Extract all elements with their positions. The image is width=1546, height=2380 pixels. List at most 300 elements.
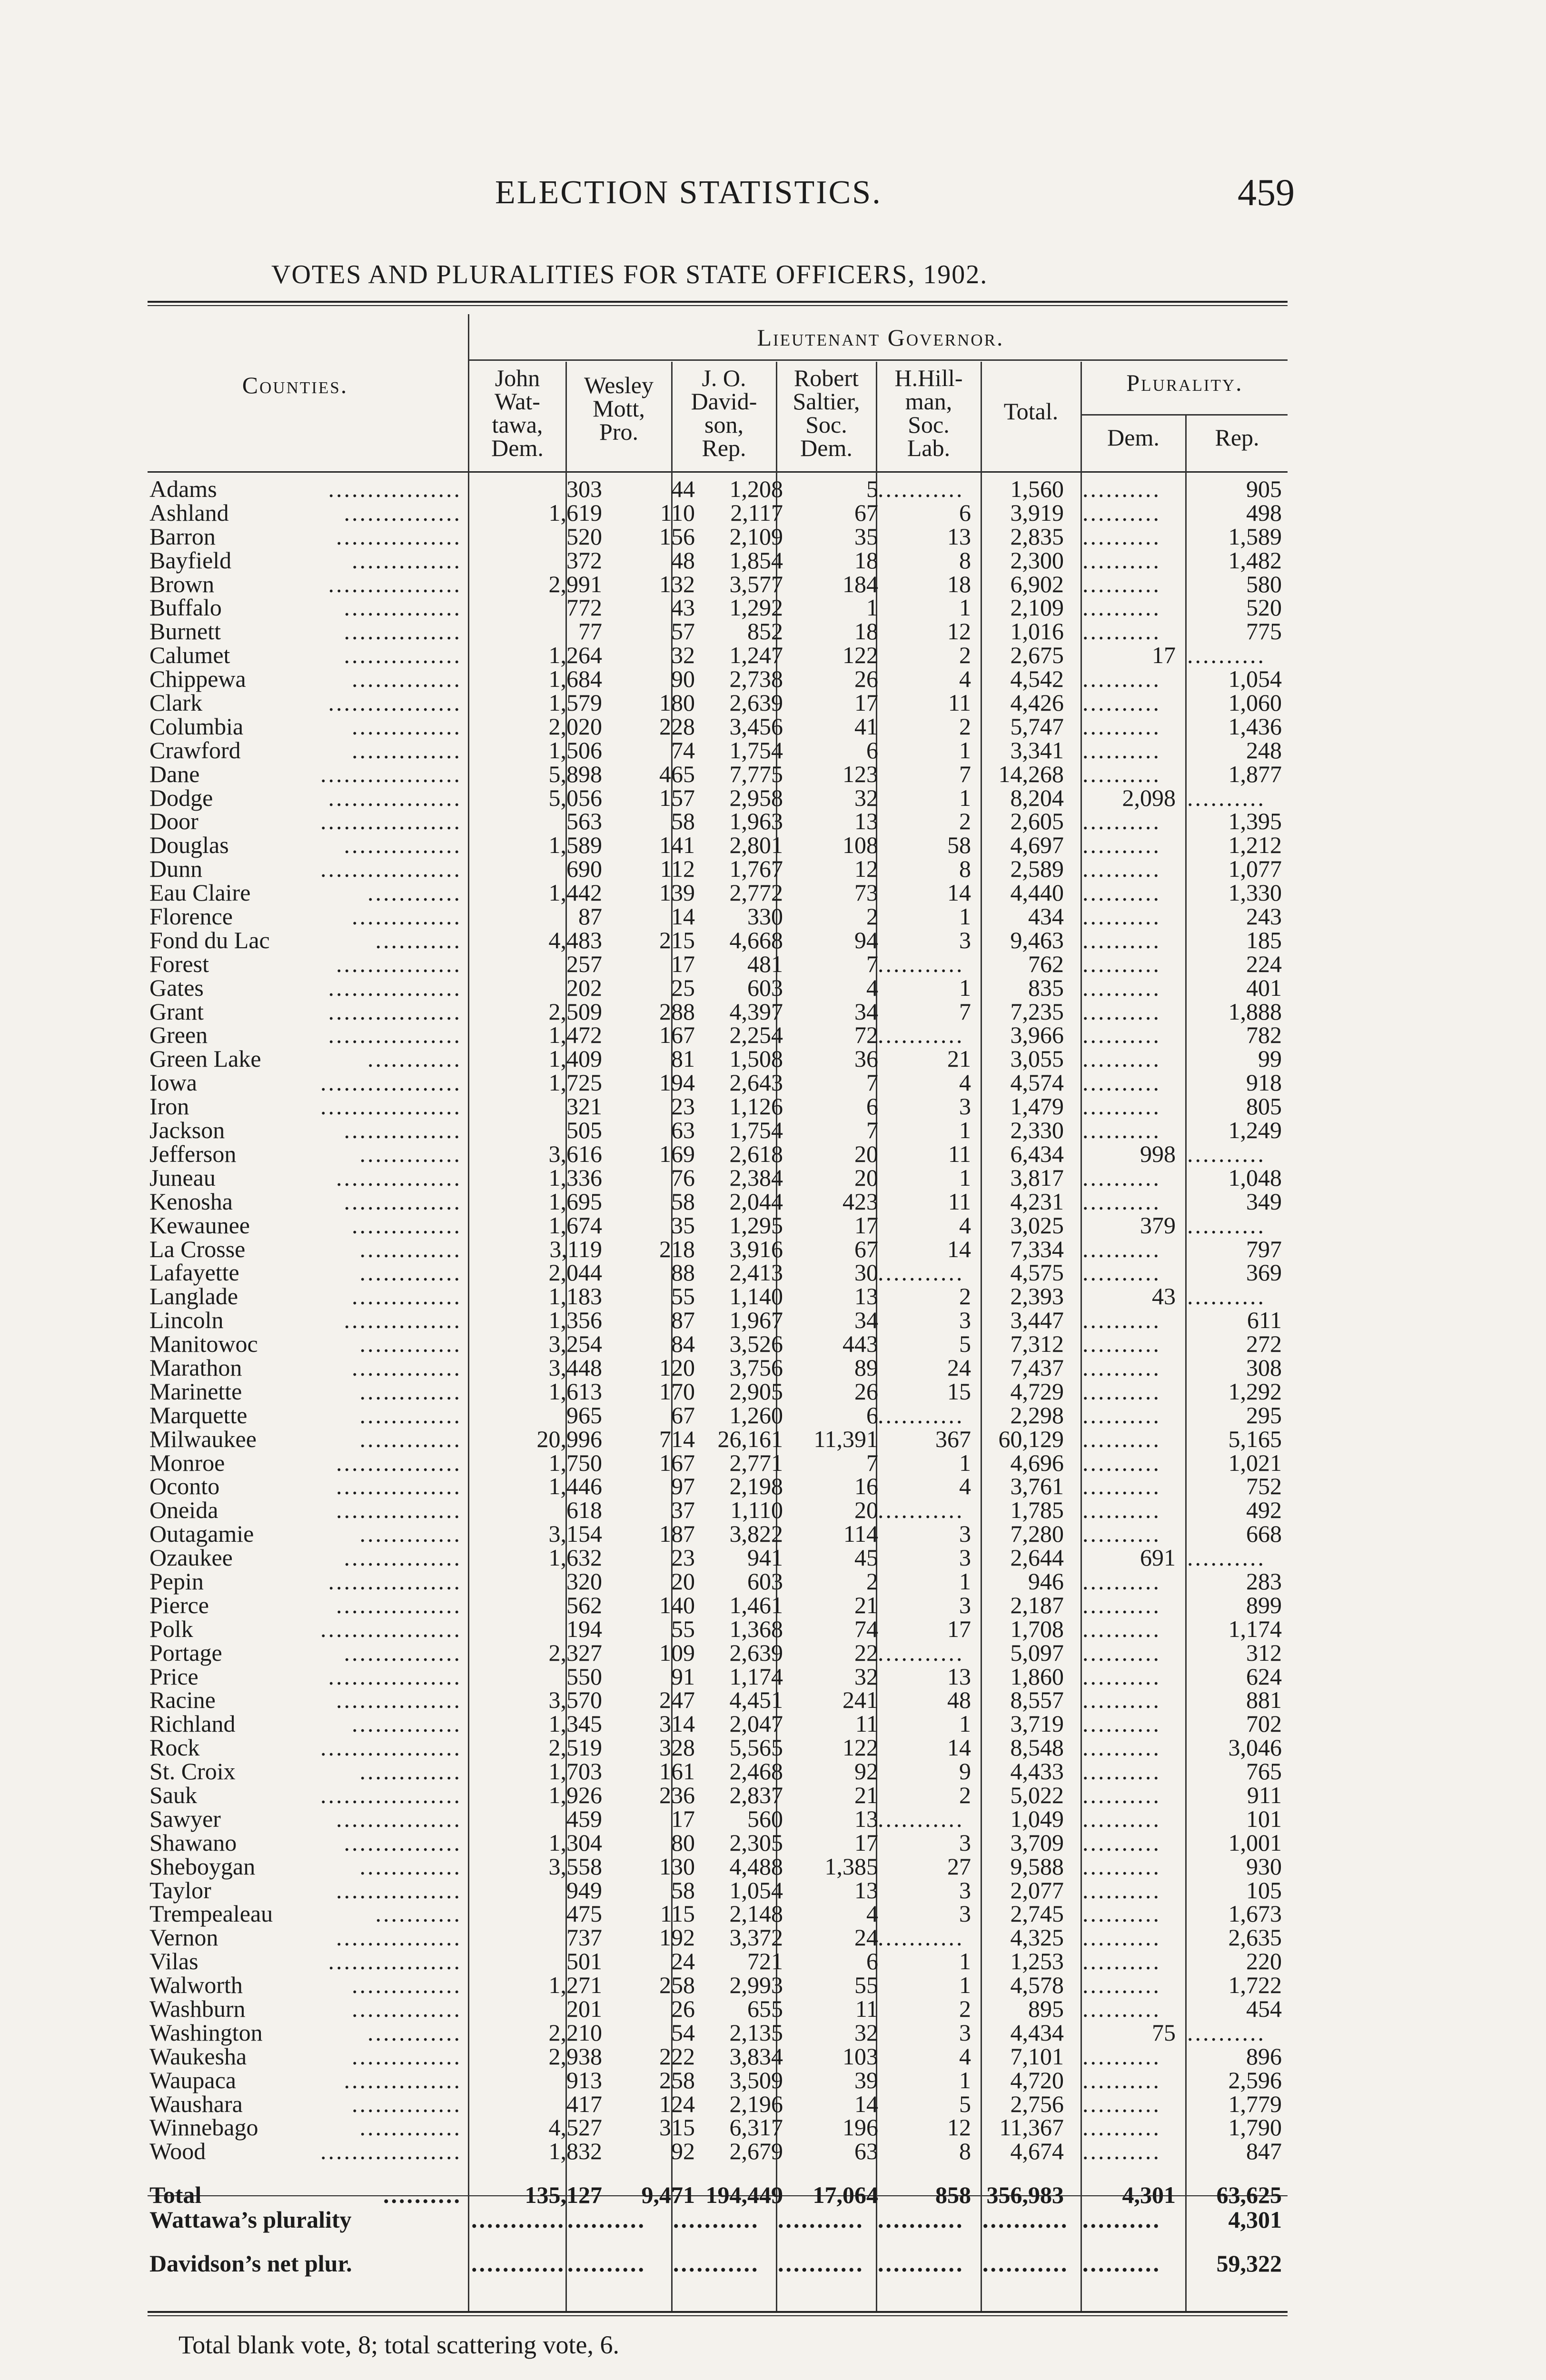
vote-cell: 550 (566, 1663, 602, 1690)
leader-dots: .............. (352, 1283, 462, 1310)
plurality-rule (1080, 414, 1288, 416)
vote-cell: 454 (1246, 1995, 1282, 2022)
vote-cell: 1,767 (729, 855, 783, 883)
empty-cell: ............ (471, 2206, 565, 2233)
vote-cell: 20 (854, 1140, 878, 1167)
vote-cell: 26 (671, 1995, 695, 2022)
header-candidate-mott: Wesley Mott, Pro. (584, 372, 654, 445)
vote-cell: 4,697 (1010, 832, 1064, 859)
vote-cell: 2 (959, 1781, 971, 1808)
vote-cell: 603 (747, 1567, 783, 1595)
vote-cell: 92 (671, 2138, 695, 2165)
empty-cell: .......... (1082, 1497, 1161, 1524)
vote-cell: 35 (671, 1211, 695, 1239)
county-name: Buffalo (149, 594, 222, 621)
table-row (148, 1211, 1288, 1239)
vote-cell: 3,254 (548, 1330, 602, 1358)
empty-cell: .......... (1082, 1710, 1161, 1737)
empty-cell: .......... (1082, 1615, 1161, 1642)
vote-cell: 896 (1246, 2043, 1282, 2070)
vote-cell: 67 (854, 499, 878, 526)
table-row (148, 2140, 1288, 2163)
table-row (148, 667, 1288, 691)
vote-cell: 135,127 (525, 2182, 602, 2209)
table-row (148, 760, 1288, 787)
vote-cell: 114 (843, 1520, 878, 1547)
table-row (148, 1285, 1288, 1309)
empty-cell: .......... (1082, 1354, 1161, 1381)
empty-cell: .......... (1082, 1045, 1161, 1072)
vote-cell: 3,046 (1228, 1734, 1282, 1761)
empty-cell: .......... (1082, 2043, 1161, 2070)
vote-cell: 2 (959, 713, 971, 740)
table-row (148, 1712, 1288, 1736)
vote-cell: 13 (854, 808, 878, 835)
vote-cell: 1,589 (1228, 523, 1282, 550)
vote-cell: 222 (659, 2043, 695, 2070)
empty-cell: .......... (1082, 2206, 1161, 2233)
empty-cell: .......... (1082, 1330, 1161, 1358)
vote-cell: 108 (842, 832, 878, 859)
table-row (148, 1902, 1288, 1926)
vote-cell: 5,165 (1228, 1425, 1282, 1452)
vote-cell: 11 (855, 1995, 878, 2022)
vote-cell: 4,674 (1010, 2138, 1064, 2165)
vote-cell: 169 (659, 1140, 695, 1167)
vote-cell: 2,738 (729, 665, 783, 693)
table-title: VOTES AND PLURALITIES FOR STATE OFFICERS, 1902. (271, 260, 988, 289)
vote-cell: 14 (947, 879, 971, 906)
vote-cell: 122 (842, 1734, 878, 1761)
vote-cell: 1,479 (1010, 1093, 1064, 1120)
table-row (148, 1855, 1288, 1879)
leader-dots: ................. (328, 998, 462, 1025)
vote-cell: 32 (854, 1663, 878, 1690)
empty-cell: ........... (878, 1401, 964, 1428)
vote-cell: 2,020 (548, 713, 602, 740)
empty-cell: ........... (982, 2250, 1069, 2277)
vote-cell: 218 (659, 1235, 695, 1262)
running-head: ELECTION STATISTICS. (495, 174, 882, 211)
vote-cell: 11,391 (813, 1425, 878, 1452)
vote-cell: 3,526 (729, 1330, 783, 1358)
vote-cell: 157 (659, 784, 695, 811)
vote-cell: 63 (854, 2138, 878, 2165)
header-rep: Rep. (1215, 424, 1259, 451)
vote-cell: 63,625 (1216, 2182, 1282, 2209)
leader-dots: ............. (359, 1330, 462, 1358)
empty-cell: .......... (1082, 546, 1161, 574)
vote-cell: 2,509 (548, 998, 602, 1025)
vote-cell: 1,779 (1228, 2090, 1282, 2117)
vote-cell: 3 (959, 1829, 971, 1856)
vote-cell: 1,754 (729, 736, 783, 764)
county-name: Oconto (149, 1473, 220, 1500)
vote-cell: 34 (854, 1307, 878, 1334)
vote-cell: 3,341 (1010, 736, 1064, 764)
vote-cell: 7 (866, 1069, 878, 1096)
header-rule (148, 471, 1288, 473)
vote-cell: 2,196 (729, 2090, 783, 2117)
vote-cell: 328 (659, 1734, 695, 1761)
vote-cell: 184 (842, 570, 878, 597)
vote-cell: 20 (854, 1164, 878, 1191)
vote-cell: 3,025 (1010, 1211, 1064, 1239)
empty-cell: ........... (673, 2206, 760, 2233)
vote-cell: 1 (959, 903, 971, 930)
county-name: Price (149, 1663, 198, 1690)
vote-cell: 1,506 (548, 736, 602, 764)
vote-cell: 156 (659, 523, 695, 550)
vote-cell: 17 (671, 1805, 695, 1832)
vote-cell: 1,750 (548, 1449, 602, 1476)
leader-dots: ............... (344, 1639, 462, 1666)
leader-dots: ............. (359, 1235, 462, 1262)
vote-cell: 2,958 (729, 784, 783, 811)
vote-cell: 1,725 (548, 1069, 602, 1096)
vote-cell: 3,119 (549, 1235, 602, 1262)
empty-cell: ........... (778, 2206, 864, 2233)
table-row (148, 1997, 1288, 2021)
vote-cell: 1,926 (548, 1781, 602, 1808)
vote-cell: 109 (659, 1639, 695, 1666)
leader-dots: ............... (344, 1544, 462, 1571)
vote-cell: 3 (959, 1876, 971, 1904)
table-row (148, 1546, 1288, 1570)
table-row (148, 1807, 1288, 1831)
vote-cell: 1,249 (1228, 1117, 1282, 1144)
county-name: Trempealeau (149, 1900, 273, 1927)
vote-cell: 14 (947, 1235, 971, 1262)
leader-dots: ................. (328, 1021, 462, 1049)
vote-cell: 1,695 (548, 1188, 602, 1215)
leader-dots: ............. (359, 1853, 462, 1880)
vote-cell: 1,508 (729, 1045, 783, 1072)
table-row (148, 786, 1288, 810)
vote-cell: 498 (1246, 499, 1282, 526)
vote-cell: 1 (959, 1972, 971, 1999)
vote-cell: 1,461 (729, 1591, 783, 1618)
vote-cell: 27 (947, 1853, 971, 1880)
empty-cell: .......... (1082, 570, 1161, 597)
vote-cell: 1,174 (1228, 1615, 1282, 1642)
table-row (148, 1119, 1288, 1142)
vote-cell: 1,754 (729, 1117, 783, 1144)
empty-cell: .......... (1082, 1972, 1161, 1999)
vote-cell: 434 (1028, 903, 1064, 930)
leader-dots: ............. (359, 2114, 462, 2141)
vote-cell: 24 (947, 1354, 971, 1381)
county-name: Ozaukee (149, 1544, 233, 1571)
county-name: Outagamie (149, 1520, 254, 1547)
vote-cell: 2,938 (548, 2043, 602, 2070)
vote-cell: 4,729 (1010, 1378, 1064, 1405)
vote-cell: 1,790 (1228, 2114, 1282, 2141)
leader-dots: ................ (336, 1473, 462, 1500)
vote-cell: 1,183 (548, 1283, 602, 1310)
vote-cell: 1,674 (548, 1211, 602, 1239)
empty-cell: .......... (1082, 499, 1161, 526)
empty-cell: ........... (878, 2206, 964, 2233)
vote-cell: 4,325 (1010, 1924, 1064, 1951)
county-name: Pierce (149, 1591, 209, 1618)
table-row (148, 1760, 1288, 1784)
vote-cell: 315 (659, 2114, 695, 2141)
empty-cell: .......... (1082, 1164, 1161, 1191)
leader-dots: ............. (359, 1425, 462, 1452)
vote-cell: 1,292 (1228, 1378, 1282, 1405)
vote-cell: 2,643 (729, 1069, 783, 1096)
vote-cell: 20 (671, 1567, 695, 1595)
vote-cell: 37 (671, 1497, 695, 1524)
leader-dots: ................. (328, 570, 462, 597)
vote-cell: 84 (671, 1330, 695, 1358)
leader-dots: ............... (344, 1829, 462, 1856)
county-name: Davidson’s net plur. (149, 2250, 352, 2277)
leader-dots: .............. (352, 1354, 462, 1381)
office-rule (469, 359, 1288, 361)
vote-cell: 1,345 (548, 1710, 602, 1737)
vote-cell: 185 (1246, 926, 1282, 953)
table-row (148, 926, 1288, 953)
vote-cell: 3 (959, 1520, 971, 1547)
county-name: Dodge (149, 784, 213, 811)
vote-cell: 3,055 (1010, 1045, 1064, 1072)
vote-cell: 43 (671, 594, 695, 621)
county-name: Calumet (149, 642, 230, 669)
table-row (148, 1190, 1288, 1214)
vote-cell: 92 (854, 1758, 878, 1785)
header-total: Total. (1003, 398, 1059, 425)
county-name: Wood (149, 2138, 206, 2165)
vote-cell: 2,109 (1010, 594, 1064, 621)
top-rule-thin (148, 305, 1288, 306)
table-row (148, 1665, 1288, 1689)
page-number: 459 (1238, 172, 1295, 214)
county-name: Douglas (149, 832, 229, 859)
vote-cell: 58 (947, 832, 971, 859)
empty-cell: ........... (878, 950, 964, 977)
vote-cell: 1,304 (548, 1829, 602, 1856)
empty-cell: .......... (1082, 926, 1161, 953)
vote-cell: 1,021 (1228, 1449, 1282, 1476)
leader-dots: .............. (352, 713, 462, 740)
vote-cell: 797 (1246, 1235, 1282, 1262)
county-name: Sawyer (149, 1805, 221, 1832)
county-name: Milwaukee (149, 1425, 257, 1452)
vote-cell: 930 (1246, 1853, 1282, 1880)
vote-cell: 2 (959, 642, 971, 669)
county-name: Kenosha (149, 1188, 233, 1215)
vote-cell: 4 (866, 974, 878, 1001)
county-name: Marquette (149, 1401, 248, 1428)
vote-cell: 1,077 (1228, 855, 1282, 883)
vote-cell: 465 (659, 760, 695, 787)
empty-cell: .......... (1082, 974, 1161, 1001)
vote-cell: 1,174 (729, 1663, 783, 1690)
vote-cell: 1,722 (1228, 1972, 1282, 1999)
vote-cell: 15 (947, 1378, 971, 1405)
vote-cell: 3,966 (1010, 1021, 1064, 1049)
leader-dots: .............. (352, 1710, 462, 1737)
vote-cell: 4 (959, 1211, 971, 1239)
vote-cell: 1,619 (548, 499, 602, 526)
vote-cell: 4,574 (1010, 1069, 1064, 1096)
vote-cell: 655 (747, 1995, 783, 2022)
vote-cell: 7,312 (1010, 1330, 1064, 1358)
county-name: Washington (149, 2019, 263, 2046)
empty-cell: .......... (1082, 2114, 1161, 2141)
leader-dots: ................. (328, 974, 462, 1001)
vote-cell: 3,577 (729, 570, 783, 597)
vote-cell: 6 (959, 499, 971, 526)
county-name: Marathon (149, 1354, 242, 1381)
vote-cell: 220 (1246, 1948, 1282, 1975)
empty-cell: .......... (1082, 1021, 1161, 1049)
vote-cell: 3,916 (729, 1235, 783, 1262)
footnote: Total blank vote, 8; total scattering vote, 6. (178, 2330, 619, 2359)
vote-cell: 20,996 (536, 1425, 602, 1452)
vote-cell: 899 (1246, 1591, 1282, 1618)
empty-cell: .......... (1082, 1401, 1161, 1428)
leader-dots: .............. (352, 1995, 462, 2022)
table-row (148, 1688, 1288, 1712)
vote-cell: 4,696 (1010, 1449, 1064, 1476)
vote-cell: 2,098 (1122, 784, 1176, 811)
vote-cell: 3 (959, 2019, 971, 2046)
vote-cell: 13 (854, 1805, 878, 1832)
leader-dots: .............. (352, 2090, 462, 2117)
vote-cell: 3,919 (1010, 499, 1064, 526)
county-name: Walworth (149, 1972, 243, 1999)
leader-dots: ................ (336, 523, 462, 550)
leader-dots: ............... (344, 1117, 462, 1144)
table-row (148, 1781, 1288, 1808)
empty-cell: .......... (1187, 1283, 1266, 1310)
vote-cell: 1,330 (1228, 879, 1282, 906)
county-name: Iron (149, 1093, 189, 1120)
leader-dots: ............... (344, 1307, 462, 1334)
empty-cell: .......... (1082, 2250, 1161, 2277)
vote-cell: 5,565 (729, 1734, 783, 1761)
vote-cell: 308 (1246, 1354, 1282, 1381)
vote-cell: 3 (959, 1307, 971, 1334)
empty-cell: .......... (1187, 2019, 1266, 2046)
vote-cell: 3,570 (548, 1686, 602, 1714)
table-row (148, 546, 1288, 574)
vote-cell: 7,437 (1010, 1354, 1064, 1381)
vote-cell: 2,519 (548, 1734, 602, 1761)
vote-cell: 44 (671, 476, 695, 502)
county-name: Shawano (149, 1829, 237, 1856)
vote-cell: 1,877 (1228, 760, 1282, 787)
vote-cell: 3 (959, 1591, 971, 1618)
empty-cell: .......... (1082, 1449, 1161, 1476)
leader-dots: ............ (367, 2019, 462, 2046)
leader-dots: ............... (344, 618, 462, 645)
vote-cell: 965 (566, 1401, 602, 1428)
leader-dots: .................. (320, 1093, 462, 1120)
vote-cell: 58 (671, 808, 695, 835)
vote-cell: 2,198 (729, 1473, 783, 1500)
vote-cell: 5,097 (1010, 1639, 1064, 1666)
county-name: Clark (149, 689, 203, 716)
vote-cell: 4,440 (1010, 879, 1064, 906)
empty-cell: .......... (1082, 855, 1161, 883)
vote-cell: 1,963 (729, 808, 783, 835)
county-name: Gates (149, 974, 204, 1001)
vote-cell: 7 (866, 1117, 878, 1144)
vote-cell: 1,442 (548, 879, 602, 906)
vote-cell: 2,187 (1010, 1591, 1064, 1618)
empty-cell: .......... (1082, 1425, 1161, 1452)
table-row (148, 1142, 1288, 1166)
vote-cell: 7 (959, 998, 971, 1025)
empty-cell: .......... (1082, 1520, 1161, 1547)
vote-cell: 6,434 (1010, 1140, 1064, 1167)
vote-cell: 60,129 (998, 1425, 1064, 1452)
county-name: La Crosse (149, 1235, 246, 1262)
vote-cell: 946 (1028, 1567, 1064, 1595)
county-name: Pepin (149, 1567, 204, 1595)
vote-cell: 36 (854, 1045, 878, 1072)
vote-cell: 417 (566, 2090, 602, 2117)
vote-cell: 236 (659, 1781, 695, 1808)
empty-cell: .......... (1082, 879, 1161, 906)
county-name: Iowa (149, 1069, 197, 1096)
empty-cell: .......... (1082, 2138, 1161, 2165)
vote-cell: 25 (671, 974, 695, 1001)
vote-cell: 26,161 (717, 1425, 783, 1452)
vote-cell: 58 (671, 1188, 695, 1215)
vote-cell: 611 (1247, 1307, 1282, 1334)
empty-cell: ............ (471, 2250, 565, 2277)
vote-cell: 132 (659, 570, 695, 597)
vote-cell: 248 (1246, 736, 1282, 764)
header-office: Lieutenant Governor. (757, 324, 1004, 351)
county-name: Fond du Lac (149, 926, 270, 953)
vote-cell: 668 (1246, 1520, 1282, 1547)
vote-cell: 2 (959, 1283, 971, 1310)
vote-cell: 17 (854, 1211, 878, 1239)
table-row (148, 1071, 1288, 1095)
vote-cell: 57 (671, 618, 695, 645)
vote-cell: 765 (1246, 1758, 1282, 1785)
county-name: Forest (149, 950, 209, 977)
vote-cell: 89 (854, 1354, 878, 1381)
vote-cell: 196 (842, 2114, 878, 2141)
vote-cell: 1,060 (1228, 689, 1282, 716)
table-row (148, 1401, 1288, 1428)
vote-cell: 2,044 (548, 1259, 602, 1286)
table-row (148, 1831, 1288, 1855)
vote-cell: 3 (959, 926, 971, 953)
vote-cell: 2,413 (729, 1259, 783, 1286)
vote-cell: 228 (659, 713, 695, 740)
empty-cell: ........... (778, 2250, 864, 2277)
vote-cell: 11 (855, 1710, 878, 1737)
vote-cell: 32 (854, 2019, 878, 2046)
vote-cell: 2,044 (729, 1188, 783, 1215)
vote-cell: 54 (671, 2019, 695, 2046)
leader-dots: ............. (359, 1259, 462, 1286)
vote-cell: 90 (671, 665, 695, 693)
vote-cell: 492 (1246, 1497, 1282, 1524)
vote-cell: 3,709 (1010, 1829, 1064, 1856)
vote-cell: 11 (948, 689, 971, 716)
vote-cell: 8,548 (1010, 1734, 1064, 1761)
county-name: Sheboygan (149, 1853, 256, 1880)
